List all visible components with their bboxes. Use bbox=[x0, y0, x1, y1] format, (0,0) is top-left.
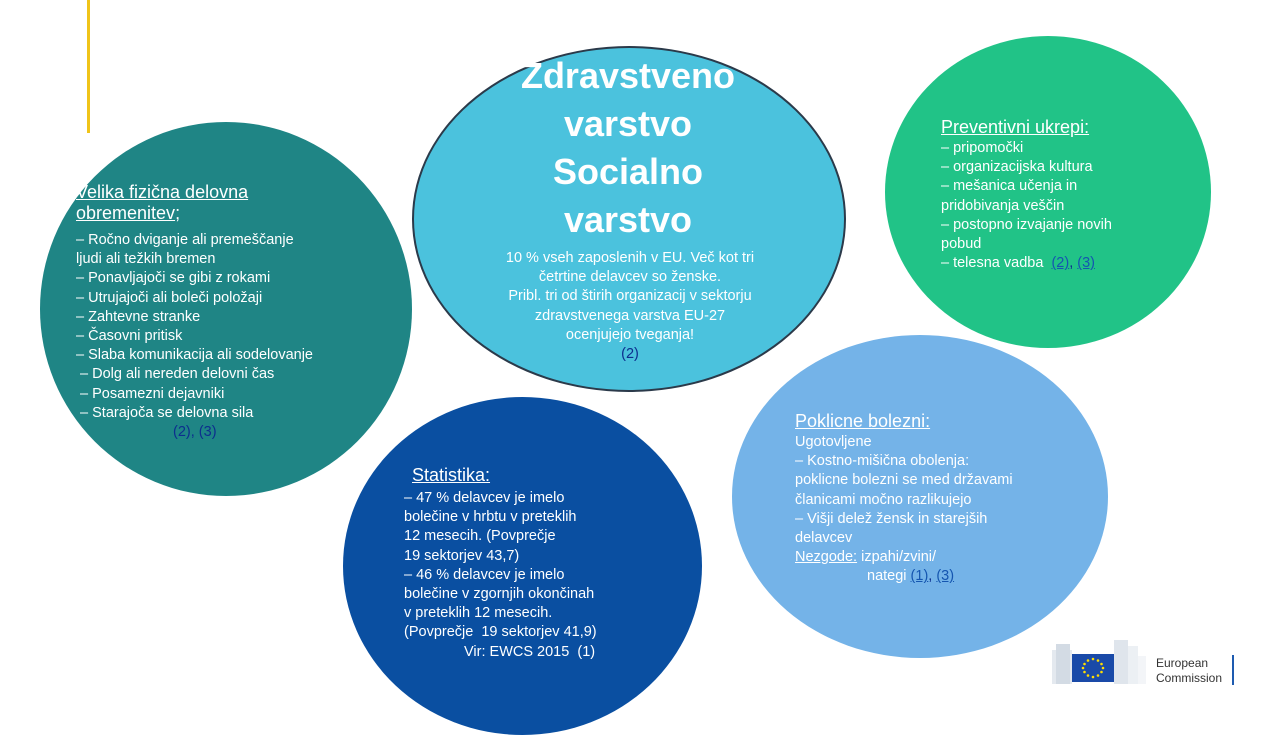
physical-workload-title: Velika fizična delovna obremenitev; bbox=[76, 182, 249, 223]
reference-link[interactable]: (3) bbox=[936, 568, 955, 585]
list-item: – 47 % delavcev je imelo bbox=[404, 490, 565, 506]
summary-line: 10 % vseh zaposlenih v EU. Več kot tri bbox=[505, 250, 755, 266]
list-item: – Slaba komunikacija ali sodelovanje bbox=[76, 347, 313, 364]
main-title-line: Socialno bbox=[552, 151, 704, 192]
list-item: 19 sektorjev 43,7) bbox=[404, 547, 520, 564]
list-item: – organizacijska kultura bbox=[941, 159, 1093, 176]
accidents-text: nategi bbox=[867, 568, 907, 585]
european-commission-wordmark bbox=[1156, 656, 1222, 685]
reference-link[interactable]: (2) bbox=[173, 424, 191, 441]
list-item: – Posamezni dejavniki bbox=[76, 385, 225, 402]
list-item: pobud bbox=[941, 236, 982, 253]
list-item: poklicne bolezni se med državami bbox=[795, 472, 1013, 489]
reference-link[interactable]: (1) bbox=[910, 568, 929, 585]
logo-text: European bbox=[1156, 656, 1209, 670]
logo-text: Commission bbox=[1156, 670, 1223, 685]
list-item: – Višji delež žensk in starejših bbox=[795, 510, 988, 527]
list-item: 12 mesecih. (Povprečje bbox=[404, 528, 556, 545]
list-item: – postopno izvajanje novih bbox=[941, 216, 1112, 233]
summary-line: četrtine delavcev so ženske. bbox=[538, 269, 722, 286]
list-item: – telesna vadba bbox=[941, 255, 1044, 272]
list-item: – 46 % delavcev je imelo bbox=[404, 566, 565, 583]
list-item: – pripomočki bbox=[941, 140, 1024, 156]
physical-workload-list: – Ročno dviganje ali premeščanje ljudi ali težkih bremen – Ponavljajoči se gibi z rokami – Utrujajoči ali boleči položaji – Zahtevne stranke – Časovni pritisk – Slaba komunikacija ali sodelovanje – Dolg ali nereden delovni čas – Posamezni dejavniki – Starajoča se delovna sila (2), (3) bbox=[76, 231, 376, 442]
reference-link[interactable]: (2) bbox=[621, 346, 639, 363]
occupational-diseases-title: Poklicne bolezni: bbox=[795, 411, 931, 431]
list-item: pridobivanja veščin bbox=[941, 197, 1065, 214]
logo-divider bbox=[1232, 655, 1234, 685]
list-item: – Starajoča se delovna sila bbox=[76, 404, 254, 421]
list-item: – Zahtevne stranke bbox=[76, 308, 201, 325]
summary-line: Pribl. tri od štirih organizacij v sektorju bbox=[508, 288, 752, 305]
list-item: – mešanica učenja in bbox=[941, 178, 1078, 195]
statistics-title: Statistika: bbox=[412, 465, 491, 485]
statistics-source: Vir: EWCS 2015 (1) bbox=[464, 643, 596, 660]
summary-line: zdravstvenega varstva EU-27 bbox=[534, 307, 726, 324]
accent-line bbox=[87, 0, 90, 133]
preventive-measures-title: Preventivni ukrepi: bbox=[941, 117, 1090, 137]
list-item: Ugotovljene bbox=[795, 434, 872, 450]
occupational-diseases-list: Ugotovljene – Kostno-mišična obolenja: poklicne bolezni se med državami članicami močno razlikujejo – Višji delež žensk in starejših delavcev Nezgode: izpahi/zvini/ nategi (1), (3) bbox=[795, 433, 1055, 587]
list-item: – Časovni pritisk bbox=[76, 328, 183, 345]
accidents-text: izpahi/zvini/ bbox=[857, 549, 937, 566]
list-item: (Povprečje 19 sektorjev 41,9) bbox=[404, 624, 597, 641]
statistics-list bbox=[404, 489, 644, 662]
list-item: delavcev bbox=[795, 530, 853, 547]
main-title-line: varstvo bbox=[563, 103, 693, 144]
preventive-measures-list: – pripomočki – organizacijska kultura – mešanica učenja in pridobivanja veščin – postopno izvajanje novih pobud – telesna vadba (2), (3) bbox=[941, 139, 1141, 273]
list-item: – Ponavljajoči se gibi z rokami bbox=[76, 270, 271, 287]
list-item: – Dolg ali nereden delovni čas bbox=[76, 366, 275, 383]
list-item: – Utrujajoči ali boleči položaji bbox=[76, 289, 263, 306]
reference-link[interactable]: (3) bbox=[1077, 255, 1095, 272]
sector-summary bbox=[470, 249, 790, 364]
list-item: – Ročno dviganje ali premeščanje bbox=[76, 232, 294, 248]
list-item: ljudi ali težkih bremen bbox=[76, 251, 216, 268]
list-item: – Kostno-mišična obolenja: bbox=[795, 453, 970, 470]
list-item: članicami močno razlikujejo bbox=[795, 491, 972, 508]
accidents-label: Nezgode: bbox=[795, 549, 858, 566]
main-title bbox=[450, 52, 806, 244]
reference-link[interactable]: (3) bbox=[198, 424, 217, 441]
reference-link[interactable]: (2) bbox=[1051, 255, 1070, 272]
main-title-line: Zdravstveno bbox=[520, 55, 736, 96]
summary-line: ocenjujejo tveganja! bbox=[565, 326, 695, 343]
list-item: bolečine v hrbtu v preteklih bbox=[404, 509, 577, 526]
main-title-line: varstvo bbox=[563, 199, 693, 240]
list-item: v preteklih 12 mesecih. bbox=[404, 605, 553, 622]
list-item: bolečine v zgornjih okončinah bbox=[404, 586, 595, 603]
